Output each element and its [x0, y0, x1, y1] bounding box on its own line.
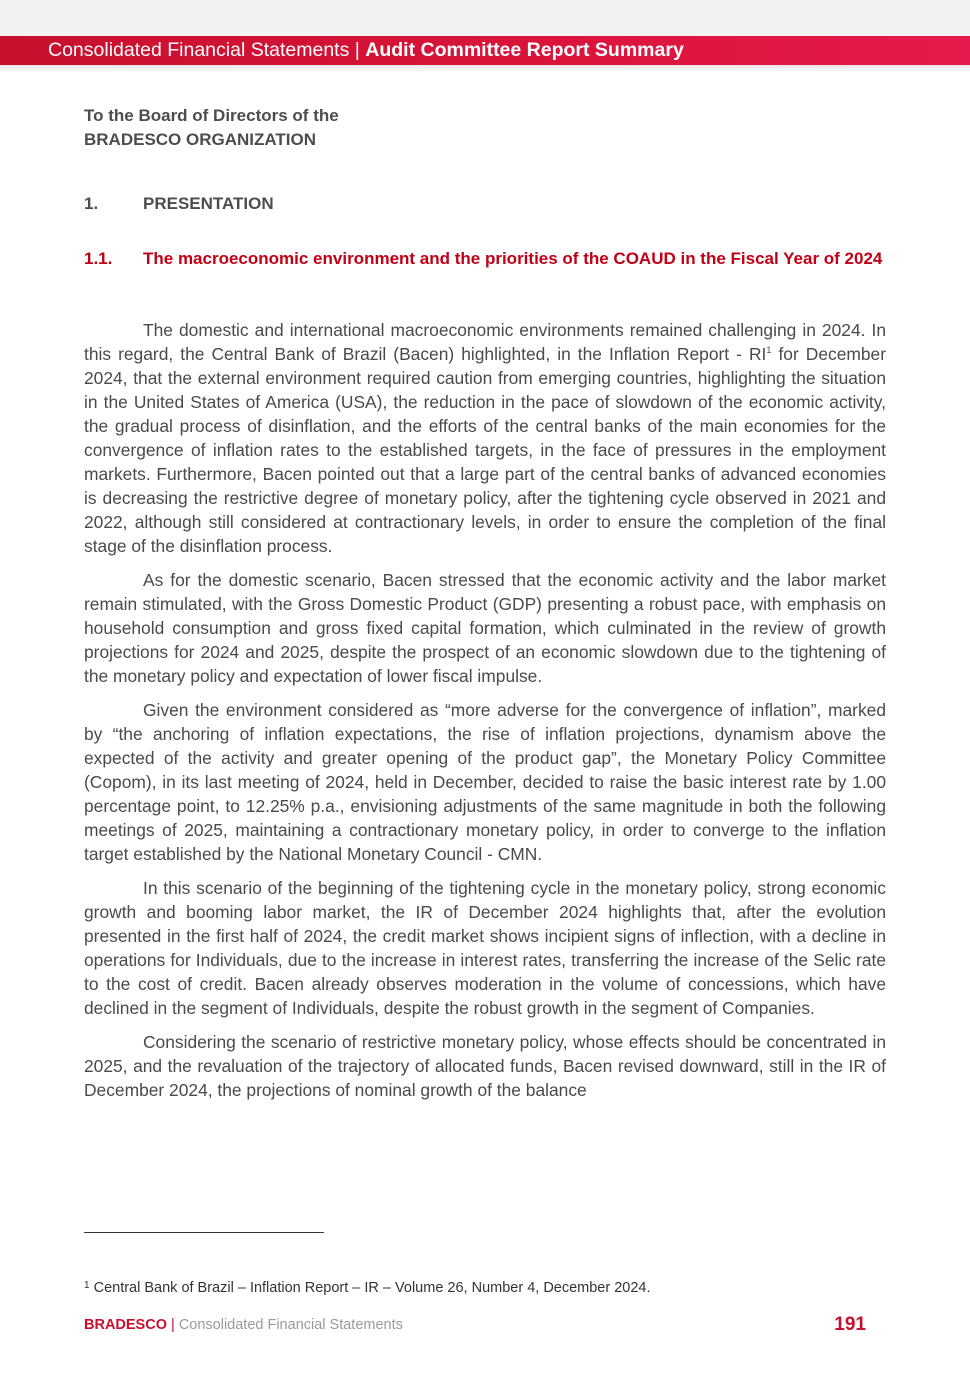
footer-subtitle: Consolidated Financial Statements — [178, 1317, 403, 1333]
subsection-heading — [84, 246, 886, 272]
header-shadow — [0, 65, 970, 73]
top-margin-strip — [0, 0, 970, 36]
section-number: 1. — [84, 194, 99, 213]
footnote-reference[interactable]: 1 — [766, 345, 772, 355]
footnote-text: Central Bank of Brazil – Inflation Report – IR – Volume 26, Number 4, December 2024. — [89, 1280, 651, 1296]
paragraph-1-part-b: for December 2024, that the external environment required caution from emerging countries, highlighting the situation in the United States of America (USA), the reduction in the pace of slowdown of the economic activity, the gradual process of disinflation, and the efforts of the central banks of the main economies for the convergence of inflation rates to the established targets, in the face of pressures in the employment markets. Furthermore, Bacen pointed out that a large part of the central banks of advanced economies is decreasing the restrictive degree of monetary policy, after the tightening cycle observed in 2021 and 2022, although still considered at contractionary levels, in order to ensure the completion of the final stage of the disinflation process. — [84, 344, 886, 556]
paragraph-3: Given the environment considered as “more adverse for the convergence of inflation”, marked by “the anchoring of inflation expectations, the rise of inflation projections, dynamism above the expected of the activity and greater opening of the product gap”, the Monetary Policy Committee (Copom), in its last meeting of 2024, held in December, decided to raise the basic interest rate by 1.00 percentage point, to 12.25% p.a., envisioning adjustments of the same magnitude in both the following meetings of 2025, maintaining a contractionary monetary policy, in order to converge to the inflation target established by the National Monetary Council - CMN. — [84, 700, 886, 864]
paragraph-2: As for the domestic scenario, Bacen stressed that the economic activity and the labor market remain stimulated, with the Gross Domestic Product (GDP) presenting a robust pace, with emphasis on household consumption and gross fixed capital formation, which culminated in the review of growth projections for 2024 and 2025, despite the prospect of an economic slowdown due to the tightening of the monetary policy and expectation of lower fiscal impulse. — [84, 570, 886, 686]
paragraph-1 — [84, 318, 886, 558]
section-title: PRESENTATION — [143, 194, 274, 213]
footnote-divider — [84, 1232, 324, 1233]
footer-brand: BRADESCO — [84, 1317, 167, 1333]
page-number: 191 — [834, 1314, 866, 1335]
body-text — [84, 318, 886, 1112]
footer-separator: | — [166, 1317, 179, 1333]
page-footer — [84, 1314, 870, 1336]
footnote — [84, 1277, 886, 1299]
subsection-title: The macroeconomic environment and the priorities of the COAUD in the Fiscal Year of 2024 — [143, 249, 883, 268]
header-separator: | — [349, 39, 366, 61]
addressee-line-2: BRADESCO ORGANIZATION — [84, 130, 317, 149]
page-header-bar — [0, 36, 970, 65]
paragraph-1-part-a: The domestic and international macroeconomic environments remained challenging in 2024. In this regard, the Central Bank of Brazil (Bacen) highlighted, in the Inflation Report - RI — [84, 320, 886, 364]
header-title: Audit Committee Report Summary — [365, 39, 684, 61]
header-section: Consolidated Financial Statements — [48, 39, 350, 61]
addressee-line-1: To the Board of Directors of the — [84, 106, 339, 125]
paragraph-5: Considering the scenario of restrictive monetary policy, whose effects should be concentrated in 2025, and the revaluation of the trajectory of allocated funds, Bacen revised downward, still in the IR of December 2024, the projections of nominal growth of the balance — [84, 1032, 886, 1100]
subsection-number: 1.1. — [84, 249, 113, 268]
addressee-block — [84, 104, 339, 152]
footnote-marker: 1 — [84, 1280, 90, 1291]
paragraph-4: In this scenario of the beginning of the tightening cycle in the monetary policy, strong economic growth and booming labor market, the IR of December 2024 highlights that, after the evolution presented in the first half of 2024, the credit market shows incipient signs of inflection, with a decline in operations for Individuals, due to the increase in interest rates, transferring the increase of the Selic rate to the cost of credit. Bacen already observes moderation in the volume of concessions, which have declined in the segment of Individuals, despite the robust growth in the segment of Companies. — [84, 878, 886, 1018]
